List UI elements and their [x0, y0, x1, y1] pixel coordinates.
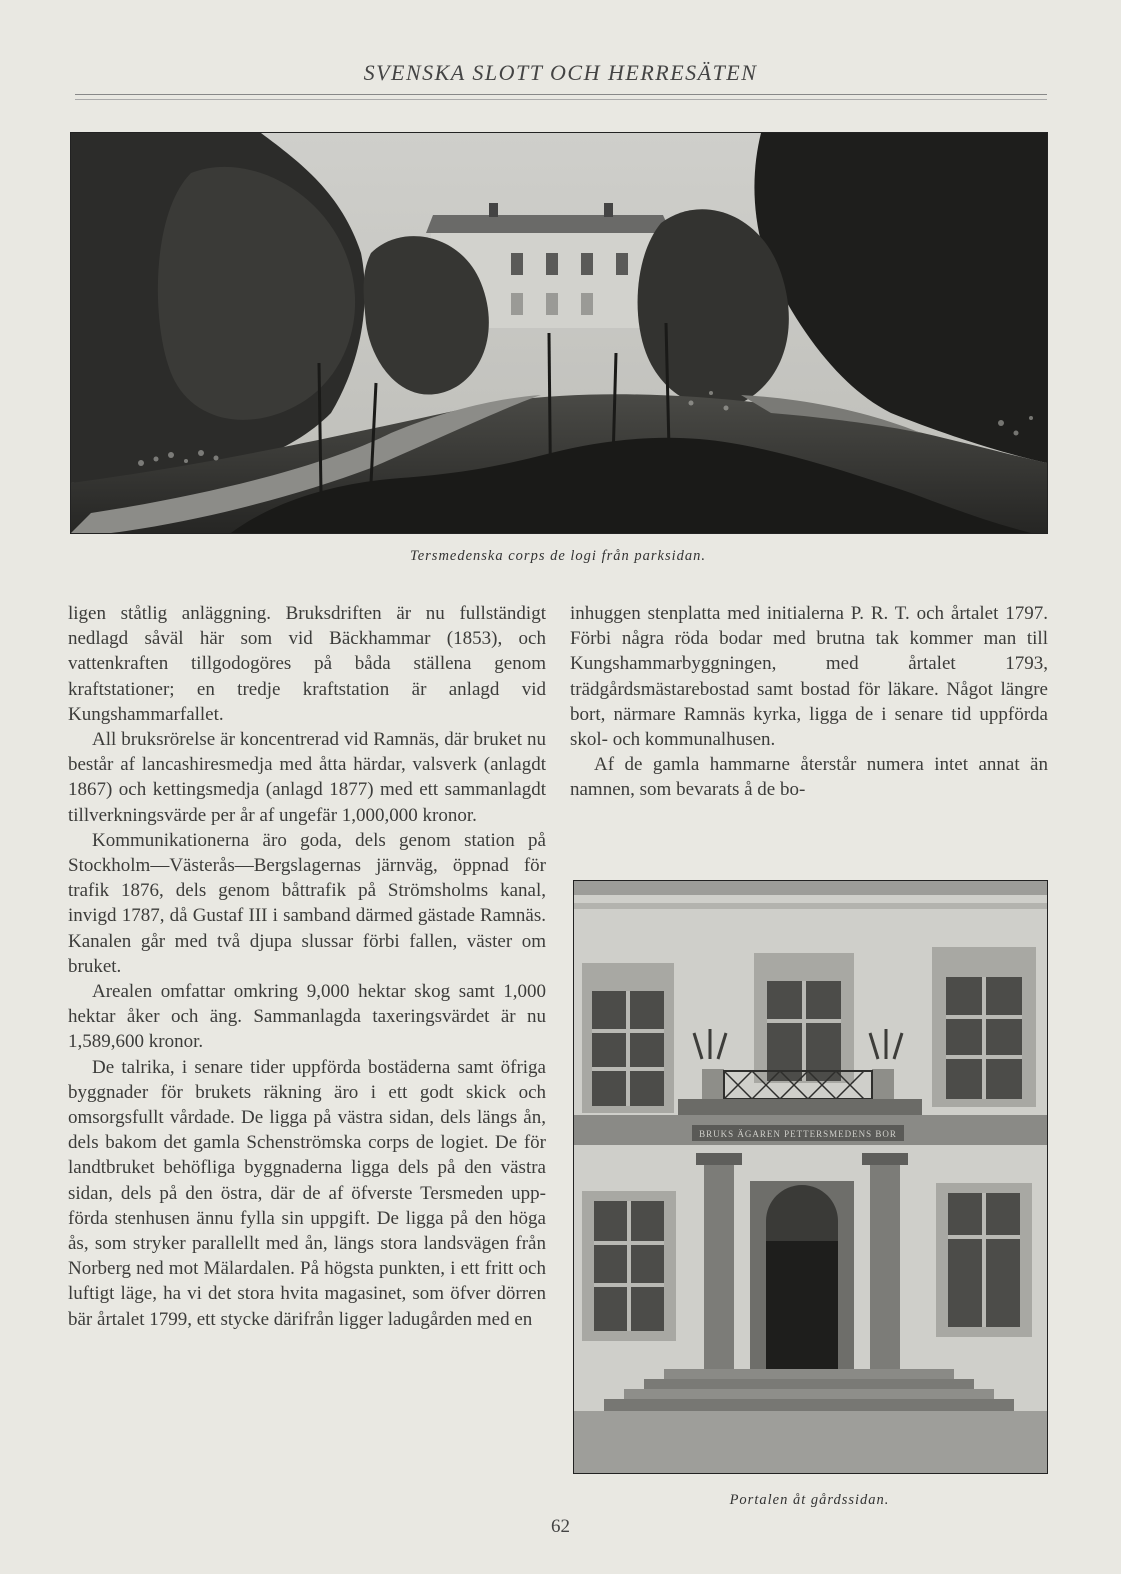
header-rule — [75, 94, 1047, 95]
paragraph: Arealen omfattar omkring 9,000 hektar skog samt 1,000 hektar åker och äng. Sammanlagda taxeringsvärdet är nu 1,589,600 kronor. — [68, 981, 546, 1053]
figure-caption-top: Tersmedenska corps de logi från parksidan. — [409, 548, 706, 564]
paragraph: All bruksrörelse är koncentrerad vid Ramnäs, där bruket nu består af lancashiresmedja med åtta härdar, valsverk (anlagdt 1867) och kettingsmedja (anlagd 1877) med ett sammanlagdt tillverkningsvärde per år af ungefär 1,000,000 kronor. — [68, 729, 546, 826]
page-number: 62 — [551, 1516, 570, 1537]
plaque-inscription: BRUKS ÄGAREN PETTERSMEDENS BOR — [699, 1129, 897, 1139]
paragraph: Af de gamla hammarne återstår numera intet annat än namnen, som bevarats å de bo- — [570, 754, 1048, 801]
paragraph: Kommunikationerna äro goda, dels genom station på Stockholm—Västerås—Bergslagernas järnväg, öppnad för trafik 1876, dels genom båttrafik på Strömsholms kanal, invigd 1787, då Gustaf III i samband därmed gästade Ramnäs. Kanalen går med två djupa slussar förbi fallen, väster om bruket. — [68, 829, 546, 977]
paragraph: De talrika, i senare tider uppförda bostäderna samt öfriga byggnader för brukets räkning äro i ett godt skick och omsorgsfullt vårdade. De ligga på västra sidan, dels längs ån, dels bakom det gamla Schenströmska corps de logiet. De för landtbruket behöfliga byggnaderna ligga dels på den västra sidan, dels på den östra, där de af öfverste Tersmeden uppförda stenhusen ännu fylla sin uppgift. De ligga på den höga ås, som stryker parallellt med ån, längs stora landsvägen från Norberg ned mot Mälardalen. På högsta punkten, i ett fritt och luftigt läge, ha vi det stora hvita magasinet, som öfver dörren bär årtalet 1799, ett stycke därifrån ligger ladugården med en — [68, 1056, 546, 1330]
photo-portal-courtyard — [573, 880, 1048, 1474]
photo-manor-park-side — [70, 132, 1048, 534]
text-column-right — [570, 601, 1048, 803]
paragraph: inhuggen stenplatta med initialerna P. R. T. och årtalet 1797. Förbi några röda bodar med brutna tak kommer man till Kungshammarbyggningen, med årtalet 1793, trädgårdsmästarebostad samt bostad för läkare. Något längre bort, närmare Ramnäs kyrka, ligga de i senare tid uppförda skol- och kommunalhusen. — [570, 603, 1048, 751]
header-rule-thin — [75, 99, 1047, 100]
manor-park-illustration — [71, 133, 1047, 533]
text-column-left — [68, 601, 546, 1332]
paragraph: ligen ståtlig anläggning. Bruksdriften är nu fullständigt nedlagd såväl här som vid Bäckhammar (1853), och vattenkraften tillgodogöres på båda ställena genom kraftstationer; en tredje kraftstation är anlagd vid Kungshammarfallet. — [68, 603, 546, 725]
running-title: SVENSKA SLOTT OCH HERRESÄTEN — [363, 60, 758, 85]
portal-illustration — [574, 881, 1047, 1473]
figure-caption-bottom: Portalen åt gårdssidan. — [729, 1492, 890, 1508]
